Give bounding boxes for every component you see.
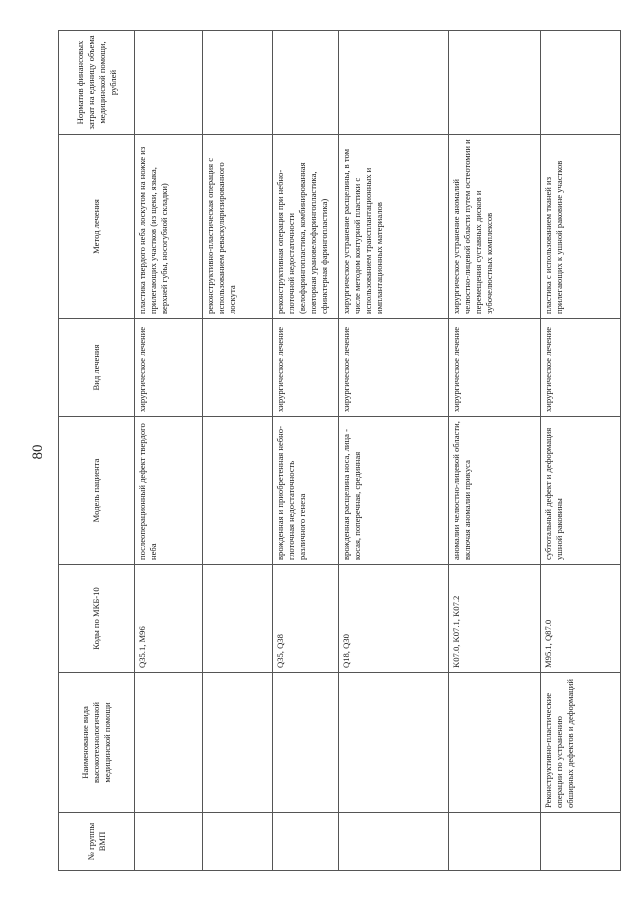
cell-codes: Q18, Q30 (339, 565, 449, 673)
cell-model: послеоперационный дефект твердого неба (135, 417, 203, 565)
cell-name (203, 673, 273, 813)
header-vmp-type-name: Наименование вида высокотехнологичной медицинской помощи (59, 673, 135, 813)
cell-method: пластика твердого неба лоскутом на ножке из прилегающих участков (из щеки, языка, верхней губы, носогубной складки) (135, 135, 203, 319)
cell-codes: Q35, Q38 (273, 565, 339, 673)
rotated-table-container (58, 31, 620, 871)
cell-codes: K07.0, K07.1, K07.2 (449, 565, 541, 673)
cell-name (449, 673, 541, 813)
table-row (449, 31, 541, 871)
table-row (203, 31, 273, 871)
page-number: 80 (30, 444, 46, 460)
cell-name (135, 673, 203, 813)
cell-group (449, 813, 541, 871)
header-group-number: № группы ВМП (59, 813, 135, 871)
cell-group (135, 813, 203, 871)
cell-name (273, 673, 339, 813)
cell-norm (339, 31, 449, 135)
table-header-row (59, 31, 135, 871)
cell-codes (203, 565, 273, 673)
cell-treatment: хирургическое лечение (449, 319, 541, 417)
cell-treatment: хирургическое лечение (273, 319, 339, 417)
cell-method: пластика с использованием тканей из прилегающих к ушной раковине участков (541, 135, 621, 319)
cell-norm (135, 31, 203, 135)
cell-group (203, 813, 273, 871)
table-row (273, 31, 339, 871)
cell-method: реконструктивно-пластическая операция с использованием реваскуляризированного лоскута (203, 135, 273, 319)
cell-group (273, 813, 339, 871)
table-row (135, 31, 203, 871)
cell-codes: Q35.1, M96 (135, 565, 203, 673)
header-patient-model: Модель пациента (59, 417, 135, 565)
cell-treatment: хирургическое лечение (339, 319, 449, 417)
cell-norm (273, 31, 339, 135)
table-row (339, 31, 449, 871)
header-icd10-codes: Коды по МКБ-10 (59, 565, 135, 673)
cell-group (339, 813, 449, 871)
cell-norm (449, 31, 541, 135)
cell-treatment: хирургическое лечение (135, 319, 203, 417)
cell-model: аномалии челюстно-лицевой области, включая аномалии прикуса (449, 417, 541, 565)
cell-group (541, 813, 621, 871)
cell-name: Реконструктивно-пластические операции по устранению обширных дефектов и деформаций (541, 673, 621, 813)
header-treatment-method: Метод лечения (59, 135, 135, 319)
cell-norm (203, 31, 273, 135)
cell-codes: M95.1, Q87.0 (541, 565, 621, 673)
table-row (541, 31, 621, 871)
cell-treatment (203, 319, 273, 417)
header-treatment-type: Вид лечения (59, 319, 135, 417)
cell-treatment: хирургическое лечение (541, 319, 621, 417)
cell-model: врожденная расщелина носа, лица - косая, поперечная, срединная (339, 417, 449, 565)
cell-name (339, 673, 449, 813)
cell-method: хирургическое устранение аномалий челюстно-лицевой области путем остеотомии и перемещения суставных дисков и зубочелюстных комплексов (449, 135, 541, 319)
cell-model: врожденная и приобретенная небно-глоточная недостаточность различного генеза (273, 417, 339, 565)
cell-method: реконструктивная операция при небно-глоточной недостаточности (велофарингопластика, комбинированная повторная урановелофарингопластика, сфинктерная фарингопластика) (273, 135, 339, 319)
cell-method: хирургическое устранение расщелины, в том числе методом контурной пластики с использованием трансплантационных и имплантационных материалов (339, 135, 449, 319)
vmp-table (58, 30, 621, 871)
cell-norm (541, 31, 621, 135)
cell-model: субтотальный дефект и деформация ушной раковины (541, 417, 621, 565)
cell-model (203, 417, 273, 565)
header-cost-norm: Норматив финансовых затрат на единицу объема медицинской помощи, рублей (59, 31, 135, 135)
